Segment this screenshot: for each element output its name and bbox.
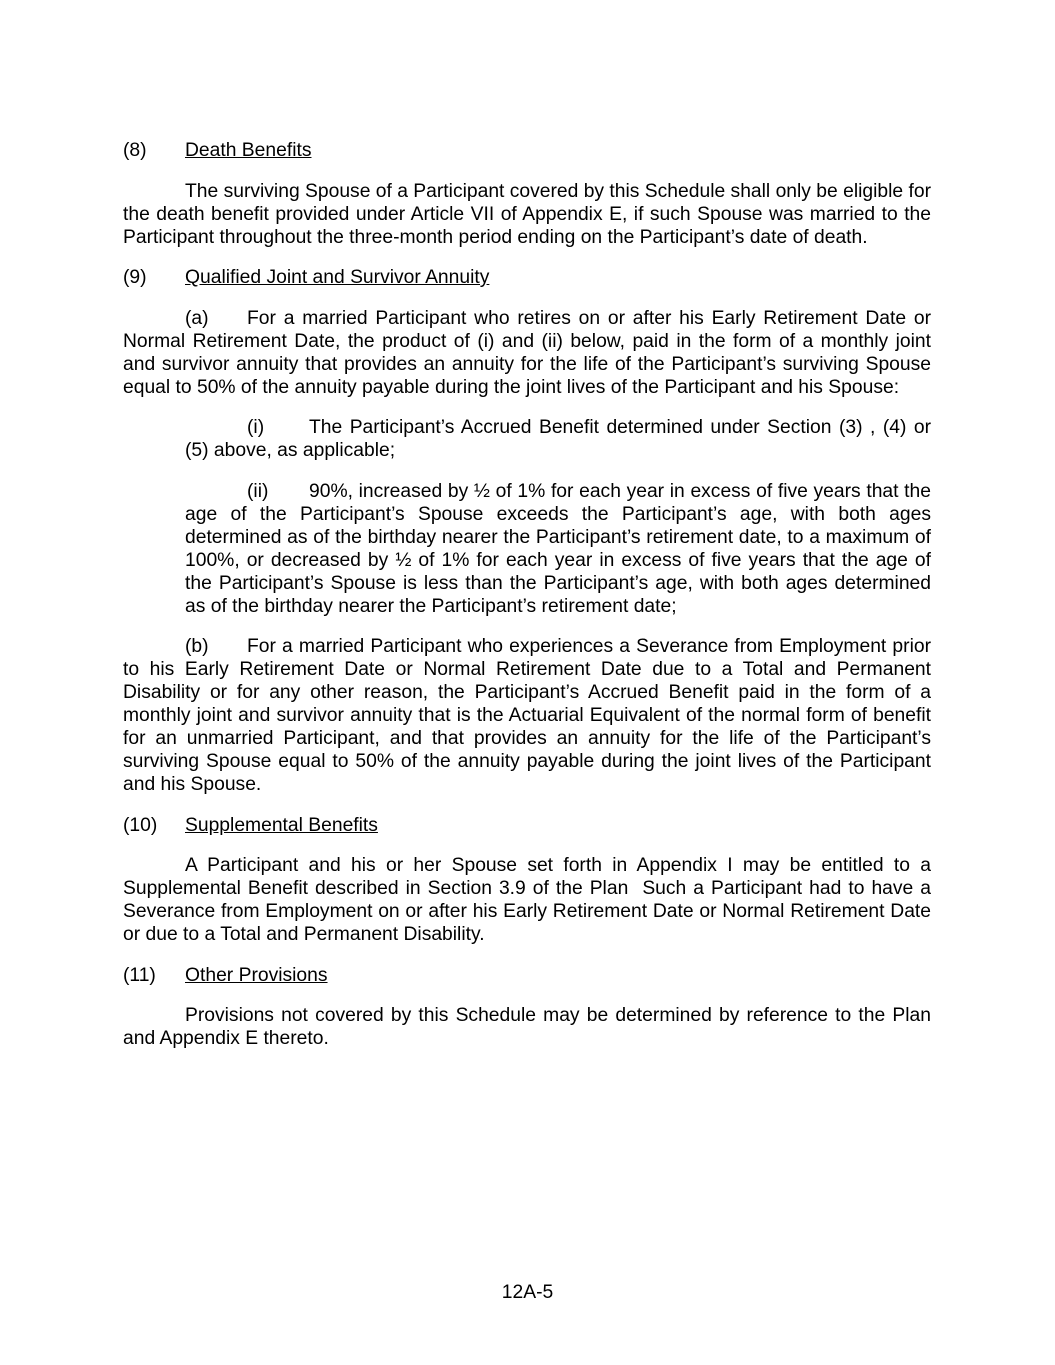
section-heading-10 — [123, 814, 931, 837]
section-number: (10) — [123, 814, 158, 836]
page-number: 12A-5 — [501, 1282, 554, 1303]
section-number: (8) — [123, 140, 147, 161]
document-content — [123, 139, 931, 1068]
section-title: Other Provisions — [185, 964, 328, 986]
section-title: Death Benefits — [185, 140, 312, 161]
paragraph-label: (b) — [185, 636, 209, 657]
paragraph-death-benefits: The surviving Spouse of a Participant covered by this Schedule shall only be eligible for the death benefit provided under Article VII of Appendix E, if such Spouse was married to the Participant throughout the three-month period ending on the Participant’s date of death. — [123, 180, 931, 248]
section-heading-9 — [123, 266, 931, 289]
section-title: Supplemental Benefits — [185, 814, 378, 836]
paragraph-9a-ii — [185, 480, 931, 618]
paragraph-text: The Participant’s Accrued Benefit determined under Section (3) , (4) or (5) above, as applicable; — [185, 417, 931, 461]
section-number: (9) — [123, 267, 147, 288]
paragraph-text: For a married Participant who retires on or after his Early Retirement Date or Normal Retirement Date, the product of (i) and (ii) below, paid in the form of a monthly joint and survivor annuity that provides an annuity for the life of the Participant’s surviving Spouse equal to 50% of the annuity payable during the joint lives of the Participant and his Spouse: — [123, 307, 931, 398]
paragraph-other-provisions: Provisions not covered by this Schedule may be determined by reference to the Plan and Appendix E thereto. — [123, 1005, 931, 1049]
paragraph-supplemental-benefits: A Participant and his or her Spouse set forth in Appendix I may be entitled to a Supplemental Benefit described in Section 3.9 of the Plan Such a Participant had to have a Severance from Employment on or after his Early Retirement Date or Normal Retirement Date or due to a Total and Permanent Disability. — [123, 855, 931, 945]
section-heading-11 — [123, 964, 931, 987]
paragraph-9b — [123, 635, 931, 796]
paragraph-text: 90%, increased by ½ of 1% for each year in excess of five years that the age of the Participant’s Spouse exceeds the Participant’s age, with both ages determined as of the birthday nearer the Participant’s retirement date, to a maximum of 100%, or decreased by ½ of 1% for each year in excess of five years that the age of the Participant’s Spouse is less than the Participant’s age, with both ages determined as of the birthday nearer the Participant’s retirement date; — [185, 480, 931, 617]
paragraph-label: (a) — [185, 307, 209, 329]
paragraph-label: (i) — [247, 417, 265, 438]
section-number: (11) — [123, 964, 156, 986]
section-heading-8 — [123, 139, 931, 162]
paragraph-label: (ii) — [247, 480, 269, 502]
section-title: Qualified Joint and Survivor Annuity — [185, 267, 490, 288]
paragraph-9a-i — [185, 416, 931, 462]
paragraph-text: For a married Participant who experiences a Severance from Employment prior to his Early Retirement Date or Normal Retirement Date due to a Total and Permanent Disability or for any other reason, the Participant’s Accrued Benefit paid in the form of a monthly joint and survivor annuity that is the Actuarial Equivalent of the normal form of benefit for an unmarried Participant, and that provides an annuity for the life of the Participant’s surviving Spouse equal to 50% of the annuity payable during the joint lives of the Participant and his Spouse. — [123, 636, 931, 795]
paragraph-9a — [123, 307, 931, 399]
